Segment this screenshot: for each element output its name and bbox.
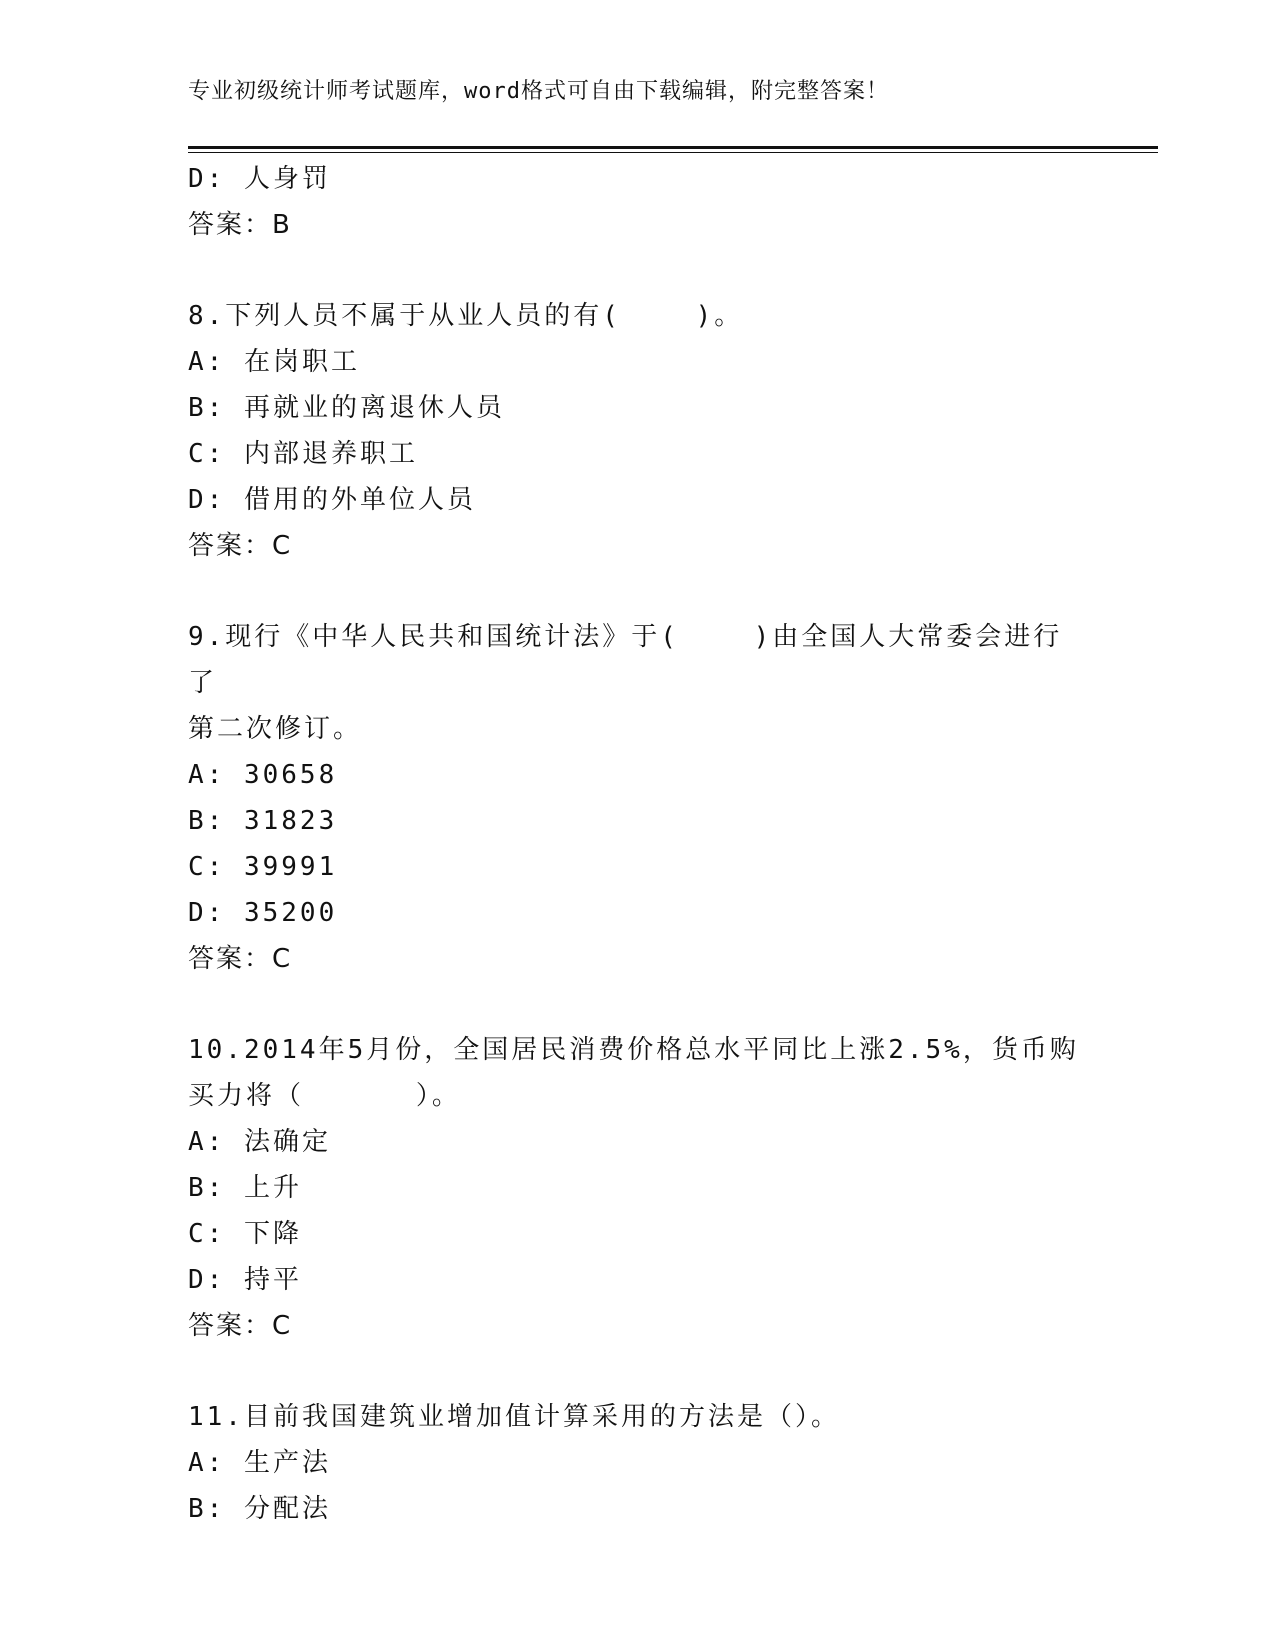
option-d: D: 人身罚 <box>188 164 331 194</box>
option-b: B: 31823 <box>188 806 338 836</box>
question-11 <box>188 1394 1088 1532</box>
header-rule-thick <box>188 146 1158 149</box>
question-text: 9.现行《中华人民共和国统计法》于( )由全国人大常委会进行了 <box>188 622 1063 698</box>
question-content <box>188 156 1088 1532</box>
page-header: 专业初级统计师考试题库，word格式可自由下载编辑，附完整答案！ <box>188 79 889 104</box>
option-d: D: 35200 <box>188 898 338 928</box>
question-text-continued: 第二次修订。 <box>188 714 363 744</box>
question-8 <box>188 293 1088 569</box>
question-9 <box>188 614 1088 982</box>
option-a: A: 在岗职工 <box>188 347 360 377</box>
header-rule-thin <box>188 152 1158 153</box>
question-text: 8.下列人员不属于从业人员的有( )。 <box>188 301 744 331</box>
option-c: C: 下降 <box>188 1219 302 1249</box>
option-a: A: 30658 <box>188 760 338 790</box>
answer-line: 答案：C <box>188 1311 293 1341</box>
option-b: B: 上升 <box>188 1173 302 1203</box>
option-c: C: 39991 <box>188 852 338 882</box>
question-text-continued: 买力将（ ）。 <box>188 1081 461 1111</box>
answer-line: 答案：C <box>188 531 293 561</box>
option-b: B: 再就业的离退休人员 <box>188 393 505 423</box>
option-a: A: 法确定 <box>188 1127 331 1157</box>
option-d: D: 借用的外单位人员 <box>188 485 476 515</box>
question-text: 11.目前我国建筑业增加值计算采用的方法是（）。 <box>188 1402 840 1432</box>
option-c: C: 内部退养职工 <box>188 439 418 469</box>
option-b: B: 分配法 <box>188 1494 331 1524</box>
option-a: A: 生产法 <box>188 1448 331 1478</box>
question-text: 10.2014年5月份，全国居民消费价格总水平同比上涨2.5%，货币购 <box>188 1035 1079 1065</box>
option-d: D: 持平 <box>188 1265 302 1295</box>
answer-line: 答案：C <box>188 944 293 974</box>
answer-line: 答案：B <box>188 210 292 240</box>
question-10 <box>188 1027 1088 1349</box>
